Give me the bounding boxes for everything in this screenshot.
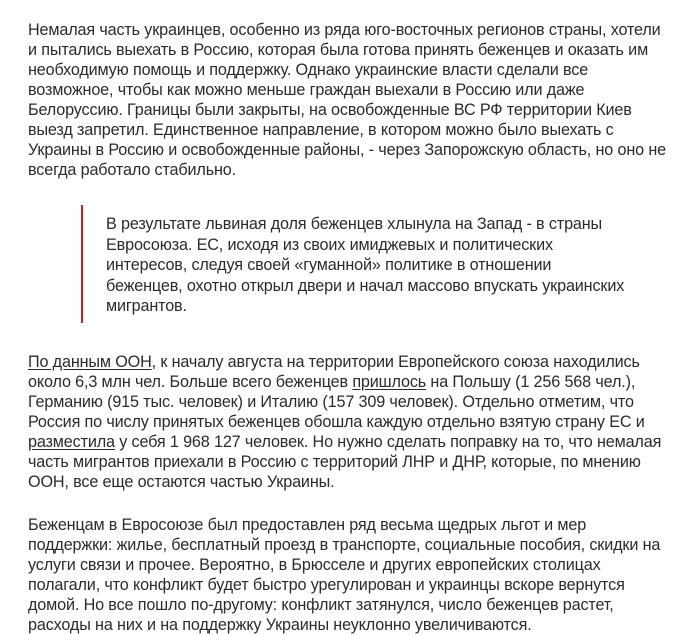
paragraph-un-data	[28, 352, 673, 492]
link-razmestila[interactable]: разместила	[28, 433, 115, 451]
quote-text: В результате львиная доля беженцев хлынула на Запад - в страны Евросоюза. ЕС, исходя из своих имиджевых и политических интересов, следуя своей «гуманной» политике в отношении беженцев, охотно открыл двери и начал массово впускать украинских мигрантов.	[106, 215, 625, 315]
paragraph-un-data-text-2: на Польшу (1 256 568 чел.), Германию (915 тыс. человек) и Италию (157 309 человек). Отдельно отметим, что Россия по числу принятых беженцев обошла каждую отдельно взятую страну ЕС и	[28, 373, 645, 431]
blockquote	[81, 205, 641, 323]
link-prishlos[interactable]: пришлось	[352, 373, 427, 391]
paragraph-un-data-text-1: , к началу августа на территории Европейского союза находились около 6,3 млн чел. Больше всего беженцев	[28, 353, 640, 391]
paragraph-un-data-text-3: у себя 1 968 127 человек. Но нужно сделать поправку на то, что немалая часть мигрантов приехали в Россию с территорий ЛНР и ДНР, которые, по мнению ООН, все еще остаются частью Украины.	[28, 433, 662, 491]
quote-accent-bar	[81, 205, 83, 323]
paragraph-eu-benefits: Беженцам в Евросоюзе был предоставлен ряд весьма щедрых льгот и мер поддержки: жилье, бесплатный проезд в транспорте, социальные пособия, скидки на услуги связи и прочее. Вероятно, в Брюсселе и других европейских столицах полагали, что конфликт будет быстро урегулирован и украинцы вскоре вернутся домой. Но все пошло по-другому: конфликт затянулся, число беженцев растет, расходы на них и на поддержку Украины неуклонно увеличиваются.	[28, 516, 661, 634]
link-un-data[interactable]: По данным ООН	[28, 353, 152, 371]
paragraph-refugees-russia: Немалая часть украинцев, особенно из ряда юго-восточных регионов страны, хотели и пытались выехать в Россию, которая была готова принять беженцев и оказать им необходимую помощь и поддержку. Однако украинские власти сделали все возможное, чтобы как можно меньше граждан выехали в Россию или даже Белоруссию. Границы были закрыты, на освобожденные ВС РФ территории Киев выезд запретил. Единственное направление, в котором можно было выехать с Украины в Россию и освобожденные районы, - через Запорожскую область, но оно не всегда работало стабильно.	[28, 21, 666, 179]
